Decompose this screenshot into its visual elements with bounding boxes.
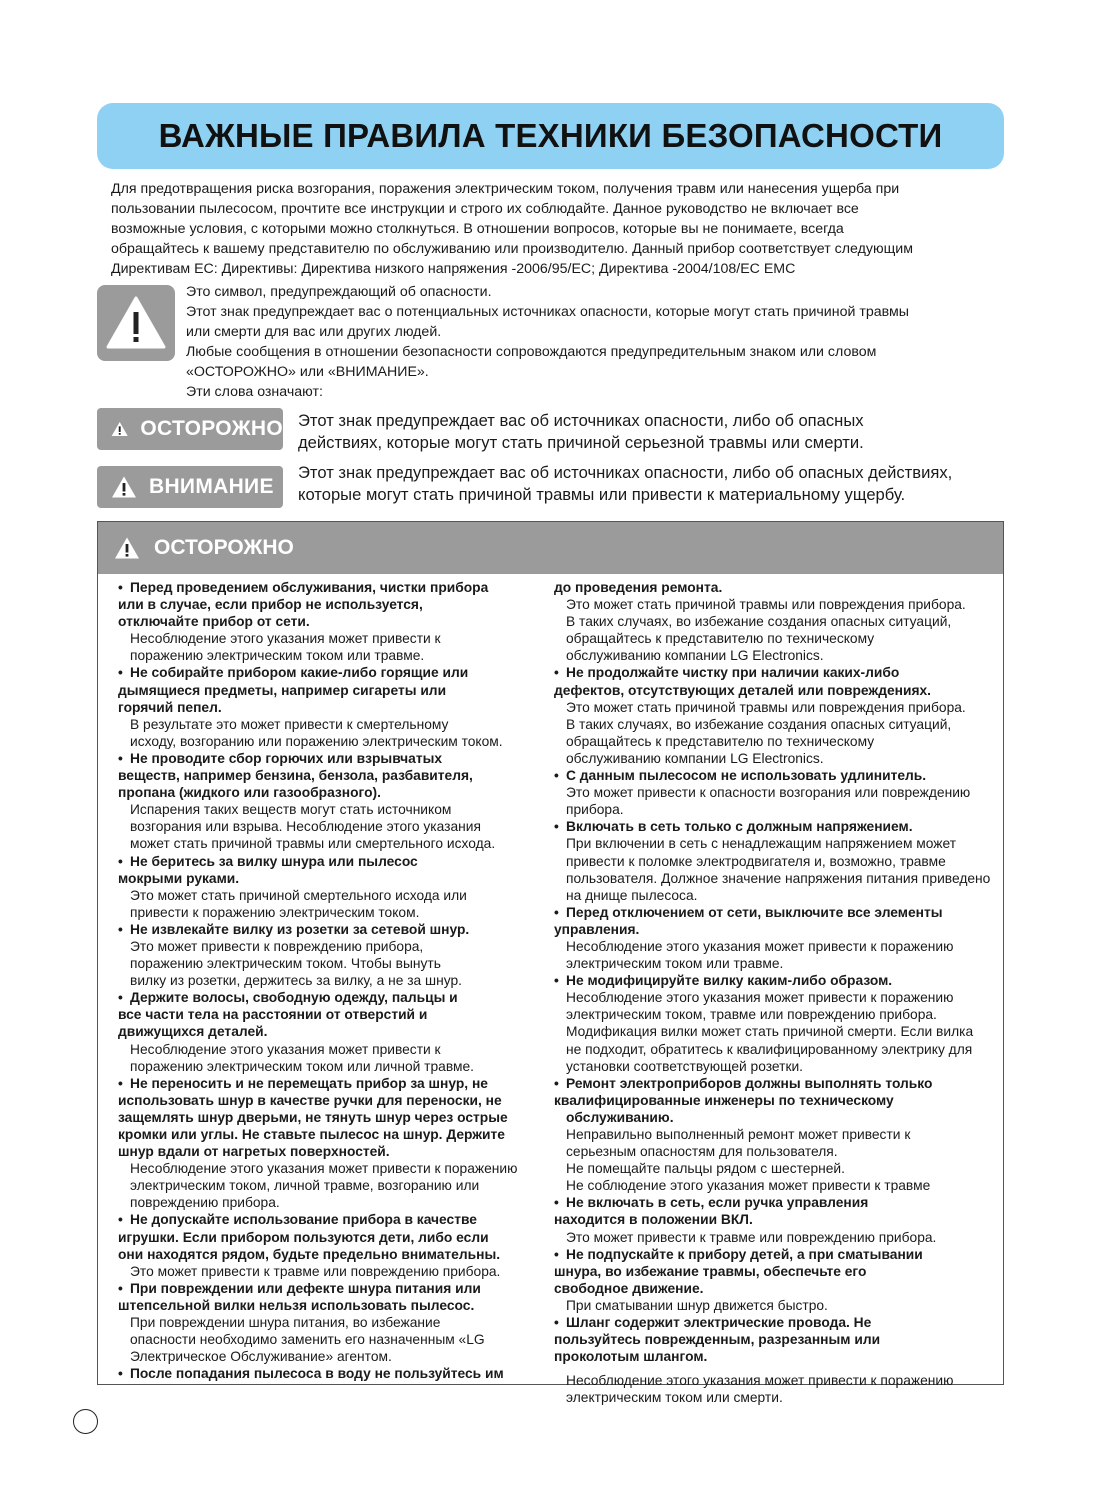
warning-item-title-text: штепсельной вилки нельзя использовать пылесос.: [118, 1297, 475, 1313]
warning-item-title-text: пропана (жидкого или газообразного).: [118, 785, 381, 801]
warning-item-body: Несоблюдение этого указания может привести к: [130, 631, 441, 647]
warning-item-title: [554, 1263, 994, 1280]
warning-item-title: [554, 972, 994, 989]
warning-item-title: [118, 921, 530, 938]
warning-item-title-text: квалифицированные инженеры по техническому обслуживанию.: [554, 1092, 894, 1125]
warning-item-title-text: Шланг содержит электрические провода. Не: [566, 1315, 872, 1331]
warning-item-body: установки соответствующей розетки.: [566, 1058, 804, 1074]
warning-item: [554, 1314, 994, 1406]
bullet-icon: •: [118, 853, 123, 869]
warning-item: [118, 1211, 530, 1279]
intro-paragraph: [111, 179, 1006, 279]
warning-item-body: Испарения таких веществ могут стать источником: [130, 802, 452, 818]
warning-item-title: [118, 1246, 530, 1263]
warning-item-title-text: веществ, например бензина, бензола, разбавителя,: [118, 768, 473, 784]
warning-item-title: [118, 664, 530, 681]
warning-item-title: [118, 1365, 530, 1382]
warning-item-title-text: отключайте прибор от сети.: [118, 614, 310, 630]
warning-item-title: [118, 613, 530, 630]
warning-item: [554, 767, 994, 818]
warning-item-title: [554, 1092, 994, 1126]
warning-item-body: обслуживанию компании LG Electronics.: [566, 750, 824, 766]
warning-item-title: [118, 1126, 530, 1143]
warning-item-title: [118, 682, 530, 699]
bullet-icon: •: [118, 750, 123, 766]
warning-item-title-text: до проведения ремонта.: [554, 580, 723, 595]
warning-item-title: [118, 1075, 530, 1092]
warning-item-body: поражению электрическим током или личной травме.: [130, 1058, 474, 1074]
symbol-line: Этот знак предупреждает вас о потенциальных источниках опасности, которые могут стать причиной травмы: [186, 304, 909, 320]
warning-item: [554, 1246, 994, 1314]
intro-line: возможные условия, с которыми можно столкнуться. В отношении вопросов, которые вы не понимаете, всегда: [111, 221, 844, 237]
warning-item-title: [554, 1194, 994, 1211]
warning-item-title: [554, 1331, 994, 1348]
warning-item-body: Это может привести к опасности возгорания или повреждению прибора.: [566, 785, 971, 818]
warning-item-title-text: кромки или углы. Не ставьте пылесос на шнур. Держите: [118, 1127, 505, 1142]
warning-item-title-text: Включать в сеть только с должным напряжением.: [566, 819, 913, 835]
warning-item-title-text: При повреждении или дефекте шнура питания или: [130, 1280, 481, 1296]
warning-item-title-text: горячий пепел.: [118, 699, 222, 715]
warning-item-body: не подходит, обратитесь к квалифицированному электрику для: [566, 1041, 973, 1057]
bullet-icon: •: [118, 580, 123, 595]
bullet-icon: •: [554, 665, 559, 681]
warning-item-body: Это может привести к травме или повреждению прибора.: [566, 1229, 937, 1245]
warning-item: [118, 989, 530, 1074]
warning-item: [118, 664, 530, 749]
warning-item-title-text: мокрыми руками.: [118, 870, 240, 886]
warning-item-body: В таких случаях, во избежание создания опасных ситуаций,: [566, 716, 952, 732]
warning-item-title-text: все части тела на расстоянии от отверстий и: [118, 1007, 428, 1023]
warning-item-title-text: С данным пылесосом не использовать удлинитель.: [566, 768, 927, 784]
warning-item-title: [554, 1348, 994, 1365]
bullet-icon: •: [118, 1212, 123, 1228]
symbol-line: Эти слова означают:: [186, 384, 323, 400]
caution-desc-line: которые могут стать причиной травмы или привести к материальному ущербу.: [298, 485, 906, 504]
warning-item: [118, 750, 530, 853]
warning-item: [118, 1075, 530, 1212]
warning-item-title-text: или в случае, если прибор не используется,: [118, 597, 423, 613]
warning-item-body: Электрическое Обслуживание» агентом.: [130, 1349, 392, 1365]
warning-item-title-text: движущихся деталей.: [118, 1024, 268, 1040]
warning-item-body: Несоблюдение этого указания может привести к поражению: [566, 938, 954, 954]
bullet-icon: •: [118, 1366, 123, 1382]
warning-item-body: привести к поражению электрическим током.: [130, 904, 420, 920]
warning-item-title: [118, 1211, 530, 1228]
bullet-icon: •: [554, 1195, 559, 1211]
warning-item-title: [118, 596, 530, 613]
warning-panel-heading: ОСТОРОЖНО: [154, 536, 294, 559]
warning-item: [554, 579, 994, 664]
warning-item-title-text: Не беритесь за вилку шнура или пылесос: [130, 853, 418, 869]
bullet-icon: •: [554, 768, 559, 784]
warning-triangle-icon: [111, 475, 137, 499]
symbol-line: Любые сообщения в отношении безопасности сопровождаются предупредительным знаком или словом: [186, 344, 877, 360]
warning-item-title: [118, 1092, 530, 1109]
warning-item-body: электрическим током, травме или повреждению прибора.: [566, 1007, 937, 1023]
warning-item-body: Это может стать причиной травмы или повреждения прибора.: [566, 597, 966, 613]
warning-item: [554, 664, 994, 767]
warning-item-body: обращайтесь к представителю по техническому: [566, 631, 875, 647]
warning-item-title-text: Не извлекайте вилку из розетки за сетевой шнур.: [130, 921, 470, 937]
warning-item-title: [118, 784, 530, 801]
warning-item-body: При сматывании шнур движется быстро.: [566, 1297, 828, 1313]
warning-item: [554, 904, 994, 972]
warning-item-title: [118, 1023, 530, 1040]
warning-item-body: электрическим током или смерти.: [566, 1390, 783, 1406]
warning-item-body: обращайтесь к представителю по техническому: [566, 733, 875, 749]
caution-badge-label: ВНИМАНИЕ: [149, 475, 274, 498]
warning-item-body: Это может привести к повреждению прибора,: [130, 938, 424, 954]
warning-item-title: [554, 767, 994, 784]
warning-item-body: При повреждении шнура питания, во избежание: [130, 1315, 441, 1331]
bullet-icon: •: [118, 990, 123, 1006]
intro-line: обращайтесь к вашему представителю по обслуживанию или производителю. Данный прибор соответствует следующим: [111, 241, 913, 257]
warning-item-title-text: дымящиеся предметы, например сигареты или: [118, 682, 447, 698]
warning-item-title: [554, 921, 994, 938]
warning-item-body: В таких случаях, во избежание создания опасных ситуаций,: [566, 614, 952, 630]
warning-item-title: [554, 818, 994, 835]
warning-item-body: на днище пылесоса.: [566, 887, 698, 903]
warning-item-title: [118, 1109, 530, 1126]
warning-item-body: Несоблюдение этого указания может привести к поражению: [566, 1373, 954, 1389]
warning-item-title-text: они находятся рядом, будьте предельно внимательны.: [118, 1246, 501, 1262]
warning-item-title: [118, 1297, 530, 1314]
warning-item: [554, 972, 994, 1075]
warning-item: [554, 1075, 994, 1195]
symbol-line: или смерти для вас или других людей.: [186, 324, 442, 340]
page-number-circle: [73, 1409, 98, 1434]
warning-item-body: Несоблюдение этого указания может привести к: [130, 1041, 441, 1057]
warning-item: [554, 818, 994, 903]
warning-item-body: привести к поломке электродвигателя и, возможно, травме: [566, 853, 946, 869]
warning-item-body: поражению электрическим током. Чтобы вынуть: [130, 956, 441, 972]
warning-item-title: [554, 579, 994, 596]
bullet-icon: •: [554, 1246, 559, 1262]
warning-item-title-text: дефектов, отсутствующих деталей или повреждениях.: [554, 682, 932, 698]
warning-item-body: [554, 1365, 994, 1372]
warning-item-title: [118, 579, 530, 596]
warning-item-body: Не соблюдение этого указания может привести к травме: [566, 1178, 931, 1194]
warning-item-title-text: Не допускайте использование прибора в качестве: [130, 1212, 477, 1228]
caution-desc-line: Этот знак предупреждает вас об источниках опасности, либо об опасных действиях,: [298, 463, 953, 482]
warning-item-title-text: Перед проведением обслуживания, чистки прибора: [130, 580, 489, 595]
warning-item-body: обслуживанию компании LG Electronics.: [566, 648, 824, 664]
warning-item-title-text: управления.: [554, 921, 640, 937]
warning-item: [554, 1194, 994, 1245]
bullet-icon: •: [554, 973, 559, 989]
warning-item-title: [554, 1075, 994, 1092]
warning-item-body: опасности необходимо заменить его назначенным «LG: [130, 1332, 485, 1348]
warning-item-body: При включении в сеть с ненадлежащим напряжением может: [566, 836, 957, 852]
warning-desc-line: Этот знак предупреждает вас об источниках опасности, либо об опасных: [298, 411, 864, 430]
caution-description: [298, 462, 1010, 506]
warning-item-title-text: Не продолжайте чистку при наличии каких-либо: [566, 665, 900, 681]
warning-item-title-text: Не переносить и не перемещать прибор за шнур, не: [130, 1075, 488, 1091]
warning-item-body: Не помещайте пальцы рядом с шестерней.: [566, 1161, 845, 1177]
warning-item: [118, 853, 530, 921]
symbol-line: «ОСТОРОЖНО» или «ВНИМАНИЕ».: [186, 364, 429, 380]
symbol-explanation: [186, 282, 1006, 402]
warning-item-body: электрическим током или травме.: [566, 956, 784, 972]
hazard-symbol: [97, 285, 175, 361]
warning-column-left: [118, 579, 530, 1382]
intro-line: пользовании пылесосом, прочтите все инструкции и строго их соблюдайте. Данное руководство не включает все: [111, 201, 859, 217]
warning-item-title-text: пользуйтесь поврежденным, разрезанным или: [554, 1332, 881, 1348]
warning-item-title: [554, 1246, 994, 1263]
warning-item-body: Модификация вилки может стать причиной смерти. Если вилка: [566, 1024, 974, 1040]
warning-item-title-text: Не модифицируйте вилку каким-либо образом.: [566, 973, 893, 989]
warning-item-body: серьезным опасностям для пользователя.: [566, 1144, 838, 1160]
warning-item-title-text: После попадания пылесоса в воду не пользуйтесь им: [130, 1366, 504, 1382]
warning-item-title: [118, 1280, 530, 1297]
warning-triangle-icon: [114, 536, 140, 560]
warning-item-title: [554, 1211, 994, 1228]
warning-item-title-text: использовать шнур в качестве ручки для переноски, не: [118, 1092, 502, 1108]
intro-line: Для предотвращения риска возгорания, поражения электрическим током, получения травм или нанесения ущерба при: [111, 181, 900, 197]
warning-item-title: [554, 1314, 994, 1331]
warning-item-body: вилку из розетки, держитесь за вилку, а не за шнур.: [130, 973, 462, 989]
warning-item-title-text: проколотым шлангом.: [554, 1349, 708, 1365]
warning-item: [118, 1365, 530, 1382]
warning-item-title: [118, 989, 530, 1006]
title-banner: [97, 103, 1004, 169]
bullet-icon: •: [118, 665, 123, 681]
warning-item-body: В результате это может привести к смертельному: [130, 716, 449, 732]
warning-item-body: исходу, возгоранию или поражению электрическим током.: [130, 733, 503, 749]
warning-item-body: Это может привести к травме или повреждению прибора.: [130, 1263, 501, 1279]
warning-item-title: [118, 1006, 530, 1023]
warning-item-title: [118, 1143, 530, 1160]
warning-panel: [97, 521, 1004, 1406]
warning-item-title: [118, 1229, 530, 1246]
warning-badge: [97, 408, 283, 450]
warning-item-title-text: Ремонт электроприборов должны выполнять только: [566, 1075, 933, 1091]
warning-badge-label: ОСТОРОЖНО: [140, 417, 283, 440]
warning-item-title-text: находится в положении ВКЛ.: [554, 1212, 753, 1228]
bullet-icon: •: [118, 1280, 123, 1296]
bullet-icon: •: [118, 1075, 123, 1091]
warning-item-title-text: игрушки. Если прибором пользуются дети, либо если: [118, 1229, 489, 1245]
warning-item-title-text: Перед отключением от сети, выключите все элементы: [566, 904, 943, 920]
warning-item-title: [118, 853, 530, 870]
warning-item-body: возгорания или взрыва. Несоблюдение этого указания: [130, 819, 481, 835]
warning-item-title-text: Не подпускайте к прибору детей, а при сматывании: [566, 1246, 923, 1262]
caution-badge: [97, 466, 283, 508]
warning-item-title-text: шнур вдали от нагретых поверхностей.: [118, 1144, 390, 1160]
warning-item: [118, 921, 530, 989]
warning-item-title: [554, 682, 994, 699]
warning-item-title: [554, 1280, 994, 1297]
warning-item-title: [118, 870, 530, 887]
warning-item-body: может стать причиной травмы или смертельного исхода.: [130, 836, 496, 852]
warning-item-title-text: Не собирайте прибором какие-либо горящие или: [130, 665, 469, 681]
warning-column-right: [554, 579, 994, 1407]
warning-item-body: поражению электрическим током или травме.: [130, 648, 425, 664]
warning-item-title-text: Держите волосы, свободную одежду, пальцы и: [130, 990, 458, 1006]
warning-triangle-icon: [111, 417, 128, 441]
page-title: ВАЖНЫЕ ПРАВИЛА ТЕХНИКИ БЕЗОПАСНОСТИ: [158, 117, 943, 154]
warning-item-body: пользователя. Должное значение напряжения питания приведено: [566, 870, 991, 886]
warning-item-title-text: свободное движение.: [554, 1280, 704, 1296]
warning-item-title-text: шнура, во избежание травмы, обеспечьте его: [554, 1263, 867, 1279]
warning-item-title: [554, 664, 994, 681]
warning-item-title-text: Не включать в сеть, если ручка управления: [566, 1195, 869, 1211]
warning-item-body: Несоблюдение этого указания может привести к поражению: [566, 990, 954, 1006]
bullet-icon: •: [118, 921, 123, 937]
bullet-icon: •: [554, 1075, 559, 1091]
warning-item-body: повреждению прибора.: [130, 1195, 280, 1211]
bullet-icon: •: [554, 819, 559, 835]
warning-description: [298, 410, 1010, 454]
bullet-icon: •: [554, 904, 559, 920]
warning-desc-line: действиях, которые могут стать причиной серьезной травмы или смерти.: [298, 433, 864, 452]
warning-item-title-text: Не проводите сбор горючих или взрывчатых: [130, 750, 443, 766]
warning-item-title-text: защемлять шнур дверьми, не тянуть шнур через острые: [118, 1109, 508, 1125]
warning-item: [118, 579, 530, 664]
warning-triangle-icon: [105, 295, 167, 351]
warning-panel-header: [98, 522, 1003, 574]
warning-item-body: Неправильно выполненный ремонт может привести к: [566, 1127, 911, 1142]
warning-item-title: [118, 750, 530, 767]
intro-line: Директивам ЕС: Директивы: Директива низкого напряжения -2006/95/EC; Директива -2004/108/EC EMC: [111, 261, 796, 277]
warning-item-body: электрическим током, личной травме, возгоранию или: [130, 1178, 480, 1194]
symbol-line: Это символ, предупреждающий об опасности.: [186, 284, 492, 300]
warning-item-title: [118, 767, 530, 784]
warning-item-body: Это может стать причиной смертельного исхода или: [130, 887, 467, 903]
warning-item-body: Несоблюдение этого указания может привести к поражению: [130, 1161, 518, 1177]
warning-item-title: [118, 699, 530, 716]
warning-item-title: [554, 904, 994, 921]
warning-item-body: Это может стать причиной травмы или повреждения прибора.: [566, 699, 966, 715]
warning-item: [118, 1280, 530, 1365]
bullet-icon: •: [554, 1315, 559, 1331]
